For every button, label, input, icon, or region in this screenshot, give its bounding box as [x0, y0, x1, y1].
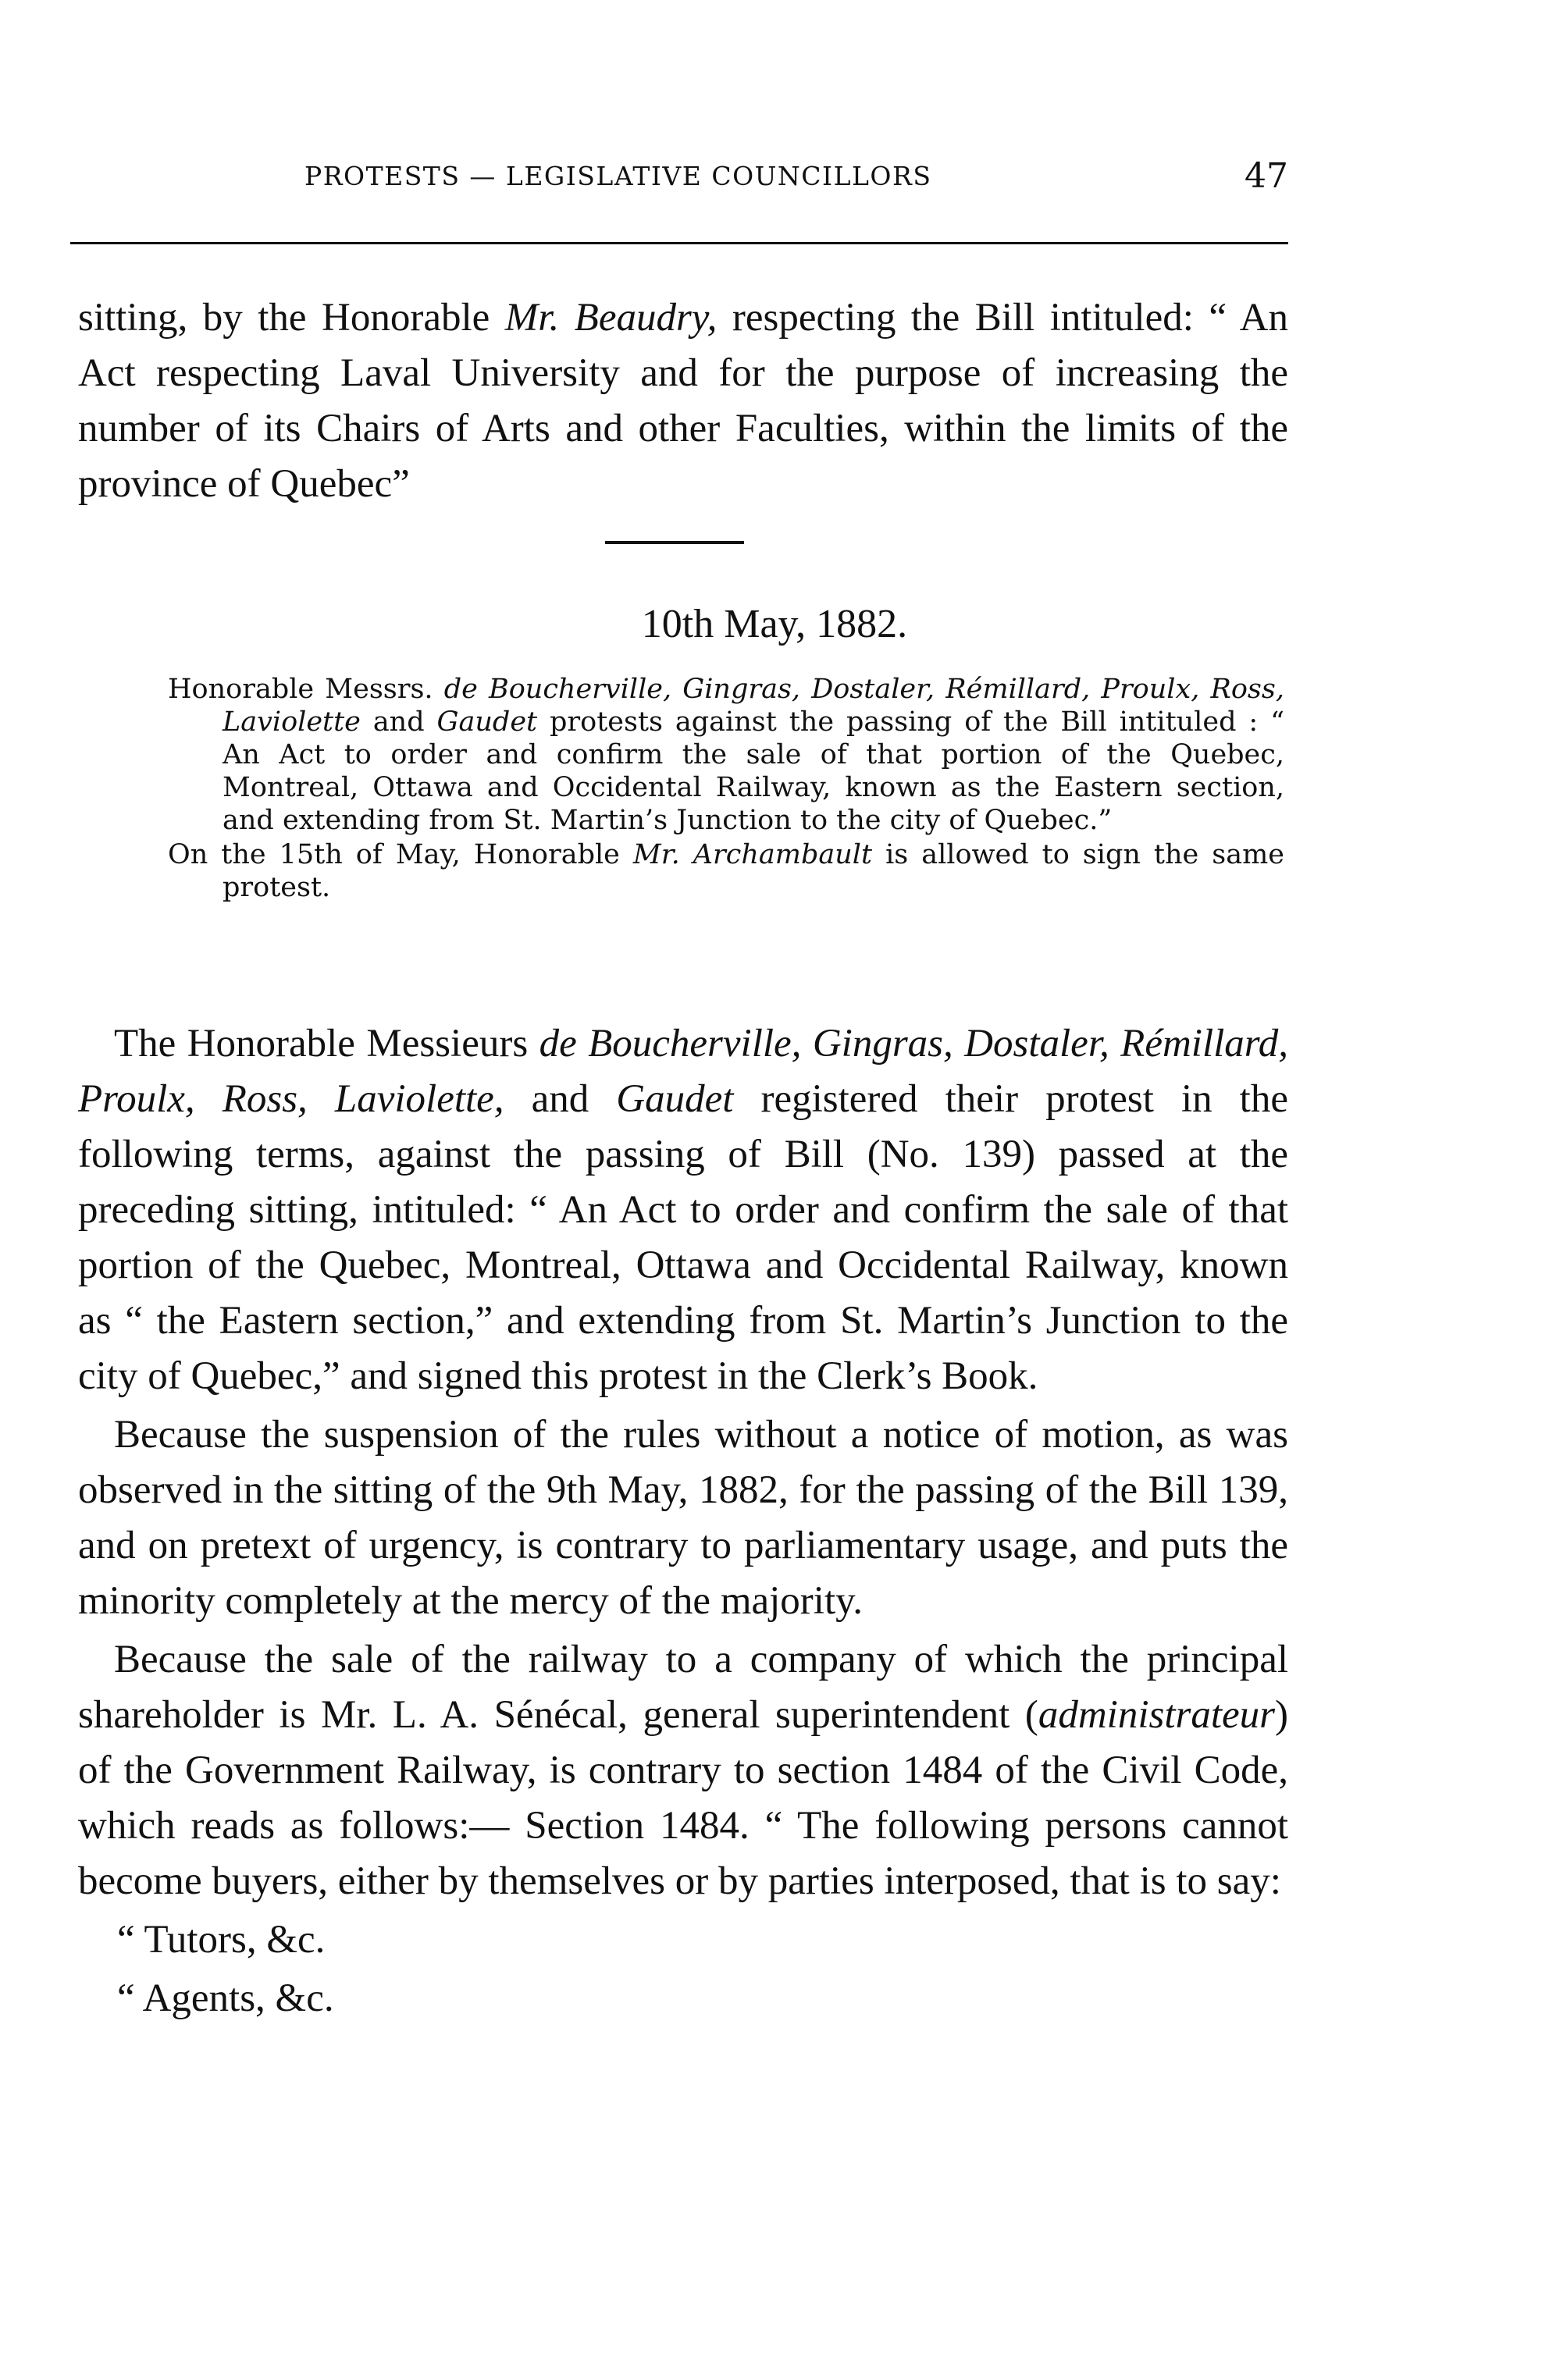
header-rule	[70, 242, 1288, 244]
because-paragraph-2	[78, 1632, 1288, 1909]
section-separator	[605, 541, 744, 544]
register-last-name: Gaudet	[616, 1077, 734, 1121]
register-names: de Boucherville, Gingras, Dostaler, Rémillard, Proulx, Ross, Laviolette,	[78, 1022, 1288, 1121]
protest-lead: Honorable Messrs.	[168, 674, 444, 705]
register-paragraph	[78, 1016, 1288, 1404]
because-paragraph-1: Because the suspension of the rules without a notice of motion, as was observed in the sitting of the 9th May, 1882, for the passing of the Bill 139, and on pretext of urgency, is contrary to parliamentary usage, and puts the minority completely at the mercy of the majority.	[78, 1413, 1288, 1623]
running-header	[304, 156, 1288, 208]
intro-text-start: sitting, by the Honorable	[78, 296, 505, 340]
running-title: PROTESTS — LEGISLATIVE COUNCILLORS	[304, 161, 932, 191]
note-text-end: is allowed to sign the same protest.	[223, 839, 1284, 903]
protest-names: de Boucherville, Gingras, Dostaler, Rémillard, Proulx, Ross, Laviolette	[223, 674, 1284, 738]
intro-name: Mr. Beaudry,	[504, 296, 718, 340]
date-heading: 10th May, 1882.	[641, 602, 908, 646]
protest-note	[168, 838, 1284, 904]
because2-text-start: Because the sale of the railway to a company of which the principal shareholder is Mr. L. A. Sénécal, general superintendent (	[78, 1638, 1288, 1737]
register-and: and	[504, 1077, 617, 1121]
protest-last-name: Gaudet	[436, 706, 538, 738]
quote-line-tutors: “ Tutors, &c.	[117, 1918, 326, 1962]
page-number: 47	[1245, 156, 1288, 196]
intro-text-end: respecting the Bill intituled: “ An Act respecting Laval University and for the purpose of increasing the number of its Chairs of Arts and other Faculties, within the limits of the province of Quebec”	[78, 296, 1288, 506]
protest-text: protests against the passing of the Bill intituled : “ An Act to order and confirm the sale of that portion of the Quebec, Montreal, Ottawa and Occidental Railway, known as the Eastern section, and extending from St. Martin’s Junction to the city of Quebec.”	[223, 706, 1284, 836]
protest-paragraph	[168, 673, 1284, 837]
register-text: registered their protest in the following terms, against the passing of Bill (No. 139) passed at the preceding sitting, intituled: “ An Act to order and confirm the sale of that portion of the Quebec, Montreal, Ottawa and Occidental Railway, known as “ the Eastern section,” and extending from St. Martin’s Junction to the city of Quebec,” and signed this protest in the Clerk’s Book.	[78, 1077, 1288, 1398]
protest-entry	[168, 673, 1284, 904]
intro-paragraph	[78, 290, 1288, 512]
main-text	[78, 1016, 1288, 2030]
because2-italic-term: administrateur	[1038, 1693, 1276, 1737]
quote-line-agents: “ Agents, &c.	[117, 1976, 334, 2020]
because2-text-end: ) of the Government Railway, is contrary to section 1484 of the Civil Code, which reads as follows:— Section 1484. “ The following persons cannot become buyers, either by themselves or by parties interposed, that is to say:	[78, 1693, 1288, 1903]
register-lead: The Honorable Messieurs	[114, 1022, 539, 1065]
protest-and: and	[360, 706, 437, 738]
note-text-start: On the 15th of May, Honorable	[168, 839, 633, 870]
note-name: Mr. Archambault	[632, 839, 873, 870]
